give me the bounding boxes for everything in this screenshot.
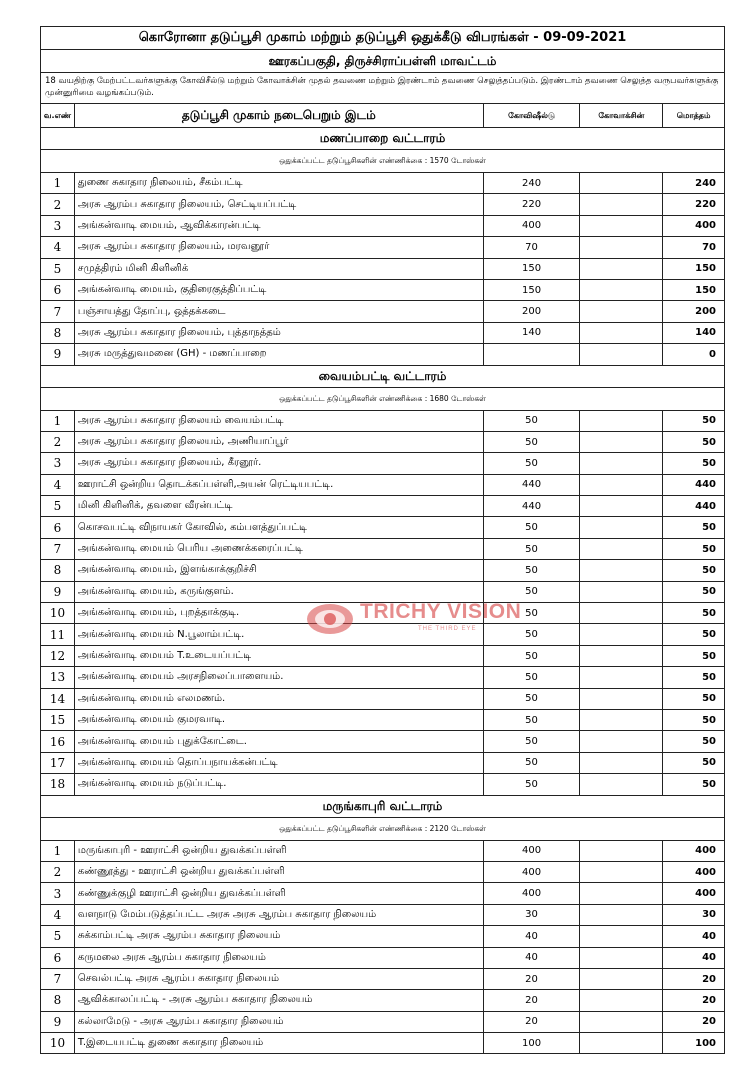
watermark-brand: TRICHY VISION	[360, 600, 522, 623]
table-row	[40, 841, 725, 862]
camp-location: அங்கன்வாடி மையம், ஆவிக்காரன்பட்டி	[75, 216, 484, 236]
total-count: 100	[695, 1037, 716, 1049]
table-row	[40, 280, 725, 301]
total-count: 50	[702, 564, 716, 576]
table-row	[40, 926, 725, 947]
row-number: 8	[41, 990, 75, 1010]
camp-location: ஊராட்சி ஒன்றிய தொடக்கப்பள்ளி,அயன் ரெட்டியபட்டி.	[75, 475, 484, 495]
covishield-count: 20	[484, 1012, 581, 1032]
camp-location: கண்ணுக்குழி ஊராட்சி ஒன்றிய துவக்கப்பள்ளி	[75, 883, 484, 903]
covishield-count: 50	[484, 710, 581, 730]
table-row	[40, 883, 725, 904]
row-number: 9	[41, 344, 75, 364]
camp-location: அங்கன்வாடி மையம் நடுப்பட்டி.	[75, 774, 484, 794]
covishield-count: 200	[484, 301, 581, 321]
table-header	[40, 104, 725, 128]
covaxin-count	[580, 194, 663, 214]
total-count: 220	[695, 199, 716, 211]
row-number: 5	[41, 259, 75, 279]
covaxin-count	[580, 582, 663, 602]
row-number: 1	[41, 841, 75, 861]
covaxin-count	[580, 969, 663, 989]
note-row	[40, 73, 725, 104]
table-row	[40, 194, 725, 215]
total-count: 140	[695, 327, 716, 339]
camp-location: அங்கன்வாடி மையம் அரசநிலைப்பாளையம்.	[75, 667, 484, 687]
eligibility-note: 18 வயதிற்கு மேற்பட்டவர்களுக்கு கோவிசீல்டு மற்றும் கோவாக்சின் முதல் தவணை மற்றும் இரண்டாம் தவணை செலுத்தப்படும். இரண்டாம் தவணை செலுத்த வருபவர்களுக்கு முன்னுரிமை வழங்கப்படும்.	[45, 76, 719, 98]
covaxin-count	[580, 926, 663, 946]
covishield-count: 100	[484, 1033, 581, 1053]
row-number: 4	[41, 237, 75, 257]
covaxin-count	[580, 496, 663, 516]
camp-location: அங்கன்வாடி மையம் N.பூலாம்பட்டி.	[75, 624, 484, 644]
covishield-count: 140	[484, 323, 581, 343]
covishield-count: 50	[484, 453, 581, 473]
table-row	[40, 475, 725, 496]
covishield-count: 50	[484, 560, 581, 580]
covaxin-count	[580, 539, 663, 559]
camp-location: அங்கன்வாடி மையம், கருங்குளம்.	[75, 582, 484, 602]
camp-location: கருமலை அரசு ஆரம்ப சுகாதார நிலையம்	[75, 948, 484, 968]
row-number: 17	[41, 753, 75, 773]
covishield-count	[484, 344, 581, 364]
table-row	[40, 774, 725, 795]
covaxin-count	[580, 753, 663, 773]
covishield-count: 240	[484, 173, 581, 193]
camp-location: அரசு ஆரம்ப சுகாதார நிலையம், செட்டியப்பட்டி	[75, 194, 484, 214]
covaxin-count	[580, 280, 663, 300]
covaxin-count	[580, 948, 663, 968]
covishield-count: 30	[484, 905, 581, 925]
table-row	[40, 862, 725, 883]
row-number: 10	[41, 603, 75, 623]
camp-location: அங்கன்வாடி மையம் புதுக்கோட்டை.	[75, 731, 484, 751]
covishield-count: 50	[484, 753, 581, 773]
total-count: 50	[702, 436, 716, 448]
row-number: 2	[41, 194, 75, 214]
covishield-count: 50	[484, 667, 581, 687]
table-row	[40, 539, 725, 560]
block-name: மணப்பாறை வட்டாரம்	[319, 131, 446, 145]
doses-row	[40, 150, 725, 173]
covishield-count: 70	[484, 237, 581, 257]
header-covaxin: கோவாக்சின்	[580, 104, 663, 127]
covaxin-count	[580, 259, 663, 279]
row-number: 8	[41, 323, 75, 343]
camp-location: அரசு மருத்துவமனை (GH) - மணப்பாறை	[75, 344, 484, 364]
block-header-row	[40, 366, 725, 388]
total-count: 400	[695, 866, 716, 878]
eye-logo-icon	[306, 602, 354, 636]
row-number: 3	[41, 453, 75, 473]
covaxin-count	[580, 667, 663, 687]
district-title: ஊரகப்பகுதி, திருச்சிராப்பள்ளி மாவட்டம்	[268, 54, 497, 68]
covishield-count: 50	[484, 731, 581, 751]
table-row	[40, 689, 725, 710]
row-number: 2	[41, 862, 75, 882]
document-title: கொரோனா தடுப்பூசி முகாம் மற்றும் தடுப்பூசி ஒதுக்கீடு விபரங்கள் - 09-09-2021	[138, 30, 627, 45]
row-number: 4	[41, 475, 75, 495]
district-row	[40, 50, 725, 73]
camp-location: அங்கன்வாடி மையம், இளங்காக்குறிச்சி	[75, 560, 484, 580]
row-number: 10	[41, 1033, 75, 1053]
allocated-doses: ஒதுக்கப்பட்ட தடுப்பூசிகளின் எண்ணிக்கை : 1680 டோஸ்கள்	[279, 393, 486, 403]
allocated-doses: ஒதுக்கப்பட்ட தடுப்பூசிகளின் எண்ணிக்கை : 2120 டோஸ்கள்	[279, 823, 486, 833]
table-row	[40, 173, 725, 194]
camp-location: அரசு ஆரம்ப சுகாதார நிலையம், புத்தாநத்தம்	[75, 323, 484, 343]
row-number: 7	[41, 301, 75, 321]
covaxin-count	[580, 990, 663, 1010]
total-count: 50	[702, 543, 716, 555]
row-number: 18	[41, 774, 75, 794]
table-row	[40, 731, 725, 752]
block-header-row	[40, 796, 725, 818]
vaccination-sheet	[40, 26, 725, 1054]
header-covishield: கோவிஷீல்டு	[484, 104, 581, 127]
row-number: 14	[41, 689, 75, 709]
covaxin-count	[580, 216, 663, 236]
covishield-count: 50	[484, 582, 581, 602]
covaxin-count	[580, 883, 663, 903]
covaxin-count	[580, 710, 663, 730]
header-place: தடுப்பூசி முகாம் நடைபெறும் இடம்	[75, 104, 484, 127]
covaxin-count	[580, 603, 663, 623]
total-count: 200	[695, 306, 716, 318]
table-row	[40, 517, 725, 538]
watermark	[306, 600, 522, 638]
covishield-count: 20	[484, 990, 581, 1010]
covishield-count: 50	[484, 646, 581, 666]
total-count: 50	[702, 714, 716, 726]
table-row	[40, 344, 725, 365]
table-row	[40, 948, 725, 969]
covaxin-count	[580, 1033, 663, 1053]
total-count: 0	[709, 348, 716, 360]
camp-location: மருங்காபுரி - ஊராட்சி ஒன்றிய துவக்கப்பள்ளி	[75, 841, 484, 861]
camp-location: மினி கிளினிக், தவளை வீரன்பட்டி	[75, 496, 484, 516]
camp-location: செவல்பட்டி அரசு ஆரம்ப சுகாதார நிலையம்	[75, 969, 484, 989]
total-count: 50	[702, 736, 716, 748]
total-count: 440	[695, 500, 716, 512]
row-number: 9	[41, 582, 75, 602]
covaxin-count	[580, 560, 663, 580]
covaxin-count	[580, 453, 663, 473]
row-number: 1	[41, 173, 75, 193]
table-row	[40, 969, 725, 990]
total-count: 50	[702, 522, 716, 534]
table-row	[40, 259, 725, 280]
camp-location: அரசு ஆரம்ப சுகாதார நிலையம், அணியாப்பூர்	[75, 432, 484, 452]
row-number: 4	[41, 905, 75, 925]
table-row	[40, 667, 725, 688]
table-row	[40, 710, 725, 731]
covaxin-count	[580, 237, 663, 257]
row-number: 7	[41, 539, 75, 559]
camp-location: அங்கன்வாடி மையம் தொப்பநாயக்கன்பட்டி	[75, 753, 484, 773]
total-count: 150	[695, 284, 716, 296]
table-row	[40, 411, 725, 432]
table-row	[40, 453, 725, 474]
row-number: 5	[41, 496, 75, 516]
block-name: வையம்பட்டி வட்டாரம்	[318, 368, 447, 383]
camp-location: T.இடையபட்டி துணை சுகாதார நிலையம்	[75, 1033, 484, 1053]
covishield-count: 40	[484, 948, 581, 968]
covaxin-count	[580, 774, 663, 794]
header-sno: வ.எண்	[41, 104, 75, 127]
row-number: 6	[41, 517, 75, 537]
total-count: 240	[695, 177, 716, 189]
total-count: 50	[702, 415, 716, 427]
covaxin-count	[580, 862, 663, 882]
header-total: மொத்தம்	[676, 110, 711, 120]
table-row	[40, 646, 725, 667]
row-number: 12	[41, 646, 75, 666]
covishield-count: 400	[484, 216, 581, 236]
covaxin-count	[580, 301, 663, 321]
covishield-count: 50	[484, 539, 581, 559]
total-count: 50	[702, 650, 716, 662]
camp-location: அங்கன்வாடி மையம், குதிரைகுத்திப்பட்டி	[75, 280, 484, 300]
total-count: 400	[695, 220, 716, 232]
total-count: 50	[702, 629, 716, 641]
covishield-count: 50	[484, 432, 581, 452]
camp-location: துணை சுகாதார நிலையம், சீகம்பட்டி	[75, 173, 484, 193]
doses-row	[40, 388, 725, 411]
covaxin-count	[580, 432, 663, 452]
table-row	[40, 496, 725, 517]
total-count: 70	[702, 241, 716, 253]
covaxin-count	[580, 517, 663, 537]
total-count: 50	[702, 607, 716, 619]
table-row	[40, 905, 725, 926]
covishield-count: 440	[484, 475, 581, 495]
table-row	[40, 323, 725, 344]
row-number: 1	[41, 411, 75, 431]
total-count: 40	[702, 952, 716, 964]
covaxin-count	[580, 323, 663, 343]
row-number: 16	[41, 731, 75, 751]
covishield-count: 40	[484, 926, 581, 946]
row-number: 6	[41, 280, 75, 300]
covishield-count: 400	[484, 883, 581, 903]
table-row	[40, 216, 725, 237]
covaxin-count	[580, 475, 663, 495]
row-number: 8	[41, 560, 75, 580]
covishield-count: 50	[484, 603, 581, 623]
camp-location: அங்கன்வாடி மையம் எலமணம்.	[75, 689, 484, 709]
camp-location: அங்கன்வாடி மையம் பெரிய அணைக்கரைப்பட்டி	[75, 539, 484, 559]
camp-location: வளநாடு மேம்படுத்தப்பட்ட அரசு அரசு ஆரம்ப சுகாதார நிலையம்	[75, 905, 484, 925]
total-count: 20	[702, 1016, 716, 1028]
table-row	[40, 560, 725, 581]
doses-row	[40, 818, 725, 841]
block-name: மருங்காபுரி வட்டாரம்	[322, 798, 443, 813]
total-count: 400	[695, 845, 716, 857]
camp-location: சுக்காம்பட்டி அரசு ஆரம்ப சுகாதார நிலையம்	[75, 926, 484, 946]
total-count: 40	[702, 930, 716, 942]
covishield-count: 50	[484, 689, 581, 709]
row-number: 7	[41, 969, 75, 989]
covishield-count: 150	[484, 259, 581, 279]
table-row	[40, 237, 725, 258]
row-number: 9	[41, 1012, 75, 1032]
total-count: 50	[702, 671, 716, 683]
total-count: 150	[695, 263, 716, 275]
camp-location: அங்கன்வாடி மையம் குமரவாடி.	[75, 710, 484, 730]
covaxin-count	[580, 173, 663, 193]
row-number: 2	[41, 432, 75, 452]
row-number: 11	[41, 624, 75, 644]
covaxin-count	[580, 689, 663, 709]
table-row	[40, 753, 725, 774]
camp-location: அரசு ஆரம்ப சுகாதார நிலையம், கீரனூர்.	[75, 453, 484, 473]
table-row	[40, 432, 725, 453]
covishield-count: 50	[484, 411, 581, 431]
total-count: 50	[702, 457, 716, 469]
covishield-count: 50	[484, 774, 581, 794]
covishield-count: 220	[484, 194, 581, 214]
camp-location: கல்லாமேடு - அரசு ஆரம்ப சுகாதார நிலையம்	[75, 1012, 484, 1032]
total-count: 20	[702, 973, 716, 985]
total-count: 30	[702, 909, 716, 921]
covishield-count: 20	[484, 969, 581, 989]
allocated-doses: ஒதுக்கப்பட்ட தடுப்பூசிகளின் எண்ணிக்கை : 1570 டோஸ்கள்	[279, 156, 486, 165]
row-number: 3	[41, 883, 75, 903]
block-header-row	[40, 128, 725, 150]
covaxin-count	[580, 646, 663, 666]
table-row	[40, 990, 725, 1011]
row-number: 13	[41, 667, 75, 687]
covishield-count: 400	[484, 841, 581, 861]
camp-location: அங்கன்வாடி மையம் T.உடையப்பட்டி	[75, 646, 484, 666]
total-count: 20	[702, 994, 716, 1006]
title-row	[40, 26, 725, 50]
covaxin-count	[580, 1012, 663, 1032]
row-number: 3	[41, 216, 75, 236]
covishield-count: 150	[484, 280, 581, 300]
table-row	[40, 301, 725, 322]
total-count: 50	[702, 586, 716, 598]
covishield-count: 50	[484, 517, 581, 537]
camp-location: கொசவபட்டி விநாயகர் கோவில், கம்பளத்துப்பட்டி	[75, 517, 484, 537]
table-row	[40, 1012, 725, 1033]
covaxin-count	[580, 411, 663, 431]
covaxin-count	[580, 624, 663, 644]
camp-location: பஞ்சாயத்து தோப்பு, ஒத்தக்கடை	[75, 301, 484, 321]
covishield-count: 50	[484, 624, 581, 644]
row-number: 15	[41, 710, 75, 730]
covaxin-count	[580, 344, 663, 364]
camp-location: சமுத்திரம் மினி கிளினிக்	[75, 259, 484, 279]
total-count: 400	[695, 888, 716, 900]
total-count: 50	[702, 778, 716, 790]
covaxin-count	[580, 905, 663, 925]
row-number: 5	[41, 926, 75, 946]
blocks-container	[40, 128, 725, 1054]
camp-location: கண்ணூத்து - ஊராட்சி ஒன்றிய துவக்கப்பள்ளி	[75, 862, 484, 882]
covaxin-count	[580, 731, 663, 751]
camp-location: அரசு ஆரம்ப சுகாதார நிலையம், மரவனூர்	[75, 237, 484, 257]
camp-location: ஆவிக்காலப்பட்டி - அரசு ஆரம்ப சுகாதார நிலையம்	[75, 990, 484, 1010]
covishield-count: 400	[484, 862, 581, 882]
table-row	[40, 1033, 725, 1054]
camp-location: அரசு ஆரம்ப சுகாதார நிலையம் வையம்பட்டி	[75, 411, 484, 431]
total-count: 440	[695, 479, 716, 491]
total-count: 50	[702, 693, 716, 705]
covaxin-count	[580, 841, 663, 861]
camp-location: அங்கன்வாடி மையம், புறத்தாக்குடி.	[75, 603, 484, 623]
row-number: 6	[41, 948, 75, 968]
watermark-tagline: THE THIRD EYE	[418, 626, 477, 632]
covishield-count: 440	[484, 496, 581, 516]
total-count: 50	[702, 757, 716, 769]
